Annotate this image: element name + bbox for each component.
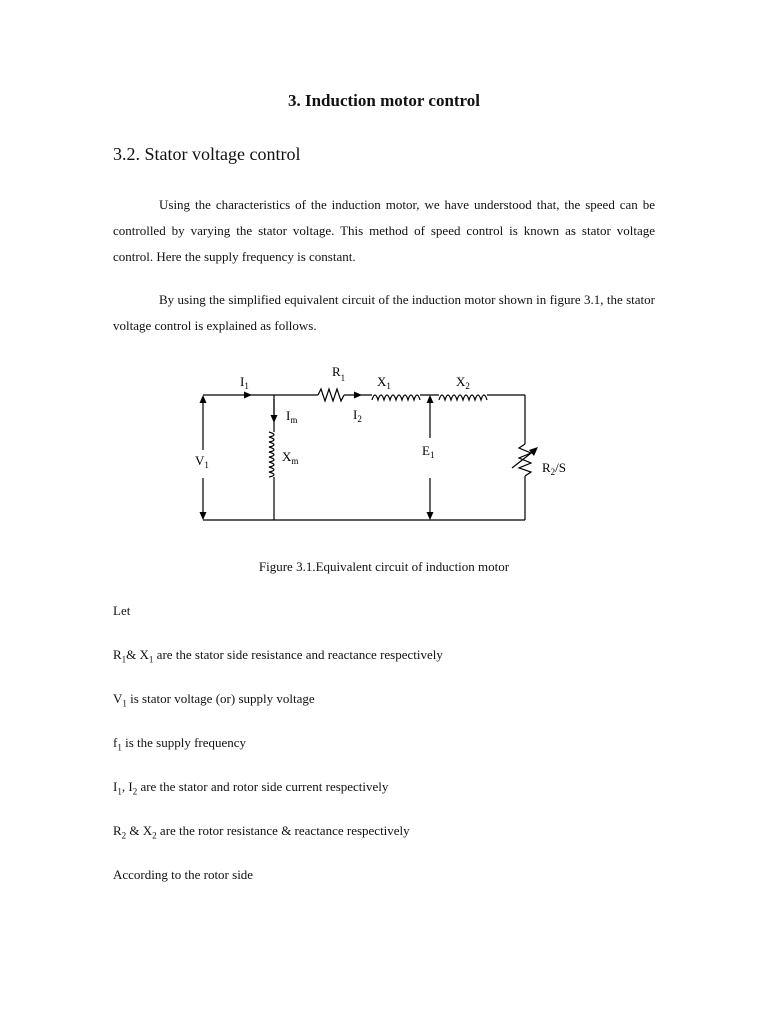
e1-arrowhead-bottom [427, 512, 434, 520]
label-xm: $X_m$ [282, 449, 299, 466]
definition-f1: $f_1$ is the supply frequency [113, 735, 247, 753]
section-heading: 3.2. Stator voltage control [113, 144, 301, 164]
xm-inductor [269, 432, 274, 477]
definition-i1-i2: $I_1$, $I_2$ are the stator and rotor side current respectively [113, 779, 389, 797]
paragraph-figure-ref-text: By using the simplified equivalent circuit of the induction motor shown in figure 3.1, the stator voltage control is explained as follows. [113, 292, 655, 333]
definition-r2-x2: $R_2$ & $X_2$ are the rotor resistance & reactance respectively [113, 823, 410, 841]
paragraph-intro-text: Using the characteristics of the induction motor, we have understood that, the speed can be controlled by varying the stator voltage. This method of speed control is known as stator voltage control. Here the supply frequency is constant. [113, 197, 655, 264]
definition-v1: $V_1$ is stator voltage (or) supply voltage [113, 691, 315, 709]
im-arrowhead [271, 415, 278, 423]
label-x2: $X_2$ [456, 374, 470, 391]
label-r1: $R_1$ [332, 364, 346, 383]
label-x1: $X_1$ [377, 374, 391, 391]
paragraph-intro [113, 192, 655, 270]
equivalent-circuit-diagram [190, 358, 567, 533]
closing-line: According to the rotor side [113, 867, 254, 882]
x1-inductor [372, 395, 420, 400]
definition-r1-x1: $R_1\&$ $X_1$ are the stator side resistance and reactance respectively [113, 647, 443, 665]
r2s-variable-arrowhead [529, 447, 538, 456]
label-i2: $I_2$ [353, 407, 362, 424]
let-line: Let [113, 603, 131, 618]
label-e1: $E_1$ [422, 443, 435, 460]
label-r2s: $R_2/S$ [542, 460, 567, 477]
r1-resistor [318, 389, 344, 401]
x2-inductor [439, 395, 487, 400]
v1-arrowhead-top [200, 395, 207, 403]
paragraph-figure-ref [113, 287, 655, 339]
i1-arrowhead [244, 392, 252, 399]
label-i1: $I_1$ [240, 374, 249, 391]
r2s-resistor [519, 444, 531, 476]
label-v1: $V_1$ [195, 453, 209, 470]
label-im: $I_m$ [286, 408, 298, 425]
i2-arrowhead [354, 392, 362, 399]
figure-caption: Figure 3.1.Equivalent circuit of induction motor [258, 559, 510, 574]
page-title: 3. Induction motor control [287, 91, 481, 110]
v1-arrowhead-bottom [200, 512, 207, 520]
e1-arrowhead-top [427, 395, 434, 403]
